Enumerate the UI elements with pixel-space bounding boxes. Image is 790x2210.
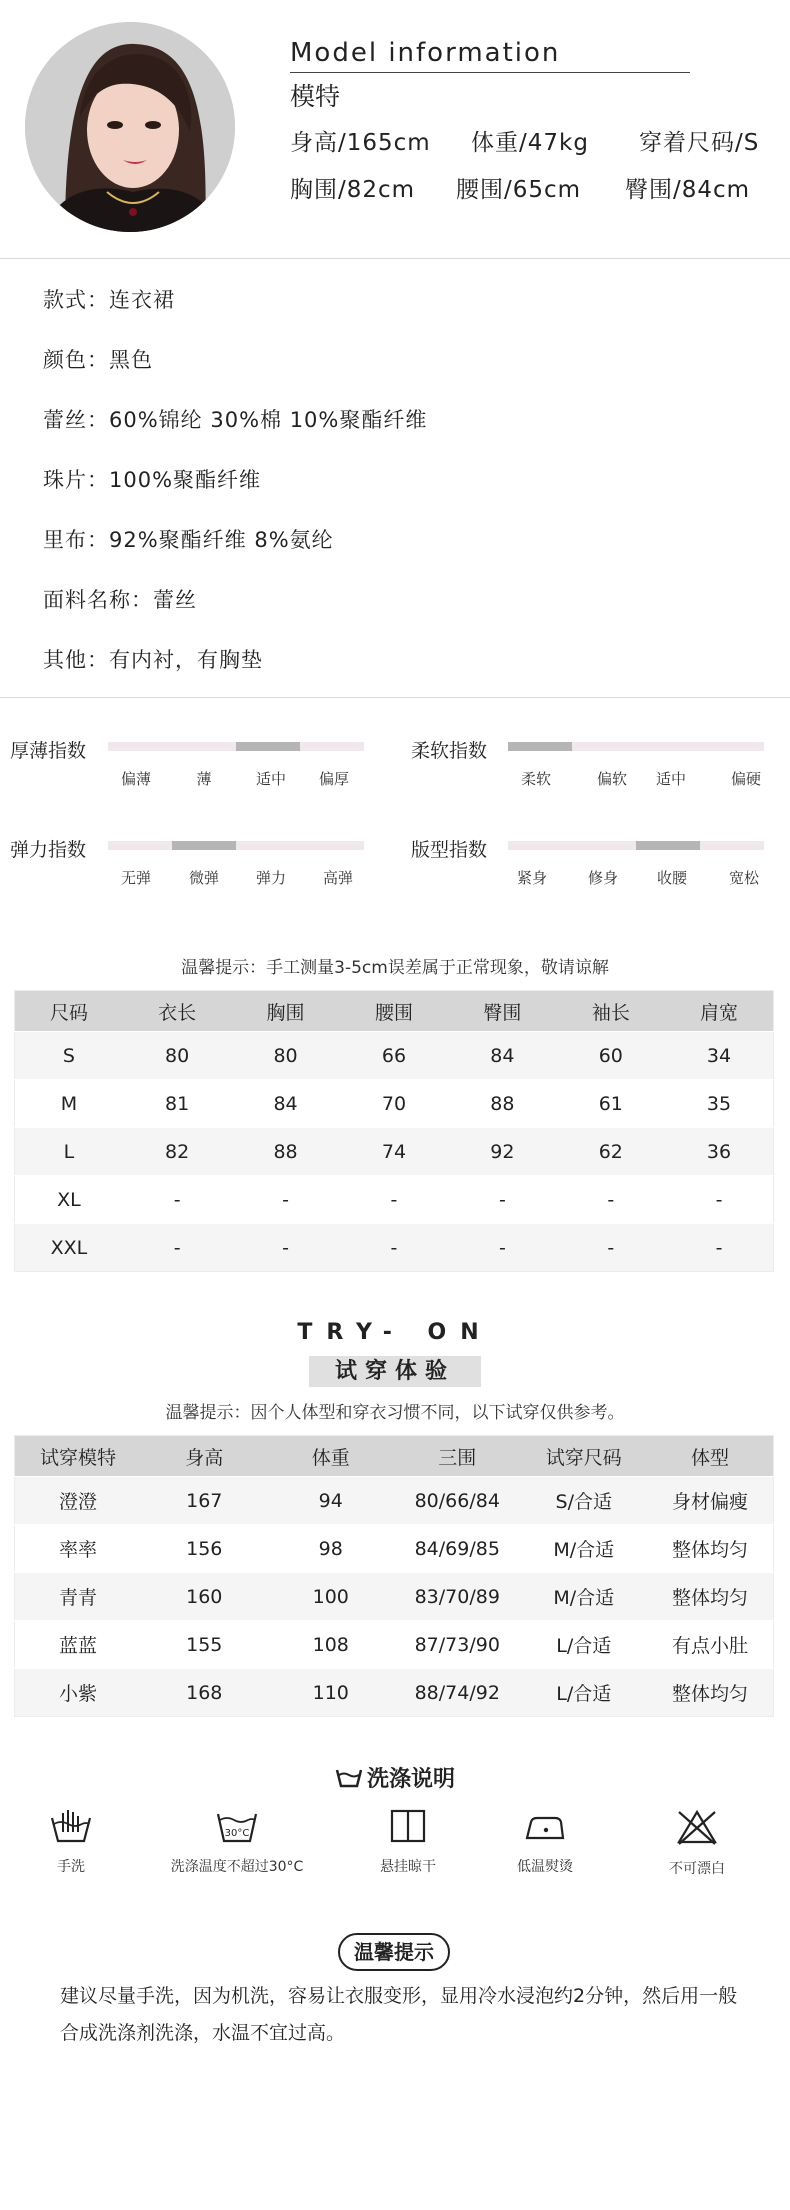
index-label: 微弹 [188,869,219,887]
table-cell: 156 [141,1525,268,1573]
table-row [15,1573,774,1621]
table-cell: 88 [231,1128,339,1176]
table-cell: 98 [268,1525,395,1573]
attr-fabric-name: 面料名称：蕾丝 [43,588,197,612]
table-row [15,1525,774,1573]
index-label: 无弹 [120,869,151,887]
model-title: Model information [290,38,561,68]
table-cell: - [231,1176,339,1224]
index-label: 薄 [196,770,212,788]
table-cell: 34 [665,1032,773,1080]
try-on-body [15,1477,774,1717]
model-height: 身高/165cm [290,130,431,156]
table-cell: - [340,1176,448,1224]
wash-item-hang-dry [333,1808,483,1876]
wash-item-low-iron [470,1808,620,1876]
table-cell: 88 [448,1080,556,1128]
index-track-fit [508,841,764,850]
model-hip: 臀围/84cm [625,177,751,203]
table-cell: 70 [340,1080,448,1128]
table-cell: 108 [268,1621,395,1669]
table-row [15,1669,774,1717]
table-cell: 66 [340,1032,448,1080]
washing-tub-icon [335,1767,363,1789]
model-size-worn: 穿着尺码/S [639,130,760,156]
table-cell: 82 [123,1128,231,1176]
size-chart-header-cell: 腰围 [340,991,448,1032]
size-chart-header-cell: 臀围 [448,991,556,1032]
table-cell: 蓝蓝 [15,1621,142,1669]
washing-title-text: 洗涤说明 [366,1767,455,1792]
model-waist: 腰围/65cm [456,177,582,203]
notice-text: 建议尽量手洗，因为机洗，容易让衣服变形，显用冷水浸泡约2分钟，然后用一般合成洗涤剂洗涤，水温不宜过高。 [60,1985,738,2044]
try-on-header-cell: 试穿尺码 [521,1436,648,1477]
table-cell: - [123,1224,231,1272]
wash-30-icon [215,1808,259,1844]
model-photo-icon [25,22,235,232]
section-divider [0,697,790,698]
notice-title: 温馨提示 [338,1933,450,1971]
table-cell: 36 [665,1128,773,1176]
index-fill-softness [508,742,572,751]
index-track-softness [508,742,764,751]
index-fill-elasticity [172,841,236,850]
try-on-table [14,1435,774,1717]
size-chart-tip: 温馨提示：手工测量3-5cm误差属于正常现象，敬请谅解 [181,958,609,978]
table-cell: 168 [141,1669,268,1717]
wash-label: 洗涤温度不超过30°C [170,1859,304,1875]
attr-other: 其他：有内衬，有胸垫 [43,648,263,672]
washing-title [0,1762,790,1793]
table-cell: 100 [268,1573,395,1621]
table-cell: - [448,1224,556,1272]
low-iron-icon [523,1808,567,1844]
table-row [15,1176,774,1224]
attr-style: 款式：连衣裙 [43,288,175,312]
hand-wash-icon [49,1808,93,1844]
model-info-section [0,0,790,258]
table-cell: 84 [231,1080,339,1128]
size-chart-header-cell: 肩宽 [665,991,773,1032]
wash-label: 低温熨烫 [517,1859,573,1875]
size-chart-header-cell: 袖长 [557,991,665,1032]
no-bleach-icon [675,1808,719,1846]
table-cell: 整体均匀 [647,1573,774,1621]
table-cell: XL [15,1176,123,1224]
index-track-elasticity [108,841,364,850]
index-label: 偏硬 [730,770,761,788]
table-cell: 80 [123,1032,231,1080]
index-label: 柔软 [520,770,551,788]
attr-sequin: 珠片：100%聚酯纤维 [43,468,262,492]
table-row [15,1621,774,1669]
table-cell: 80/66/84 [394,1477,521,1525]
model-subtitle: 模特 [290,82,341,111]
attr-color: 颜色：黑色 [43,348,153,372]
table-cell: 92 [448,1128,556,1176]
table-cell: 83/70/89 [394,1573,521,1621]
table-cell: 身材偏瘦 [647,1477,774,1525]
table-cell: 有点小肚 [647,1621,774,1669]
section-divider [0,258,790,259]
table-row [15,1032,774,1080]
table-row [15,1128,774,1176]
index-title-elasticity: 弹力指数 [10,839,87,861]
wash-label: 悬挂晾干 [380,1859,436,1875]
try-on-title-cn: 试穿体验 [309,1356,481,1387]
table-cell: S/合适 [521,1477,648,1525]
table-cell: 35 [665,1080,773,1128]
index-label: 弹力 [255,869,286,887]
table-cell: 167 [141,1477,268,1525]
table-cell: L/合适 [521,1669,648,1717]
table-cell: 小紫 [15,1669,142,1717]
table-cell: 110 [268,1669,395,1717]
table-cell: 74 [340,1128,448,1176]
index-fill-thickness [236,742,300,751]
table-cell: 青青 [15,1573,142,1621]
index-title-fit: 版型指数 [411,839,488,861]
attr-lace: 蕾丝：60%锦纶 30%棉 10%聚酯纤维 [43,408,428,432]
table-cell: 84/69/85 [394,1525,521,1573]
model-weight: 体重/47kg [471,130,589,156]
table-cell: 94 [268,1477,395,1525]
table-cell: 84 [448,1032,556,1080]
table-cell: - [231,1224,339,1272]
table-cell: 81 [123,1080,231,1128]
table-cell: L [15,1128,123,1176]
table-cell: 62 [557,1128,665,1176]
index-label: 紧身 [516,869,547,887]
index-track-thickness [108,742,364,751]
table-row [15,1477,774,1525]
wash-item-no-bleach [622,1808,772,1878]
size-chart-header-cell: 尺码 [15,991,123,1032]
table-cell: 87/73/90 [394,1621,521,1669]
size-chart-header-cell: 胸围 [231,991,339,1032]
table-cell: 澄澄 [15,1477,142,1525]
wash-label: 不可漂白 [669,1861,725,1877]
size-chart-table [14,990,774,1272]
table-cell: - [665,1224,773,1272]
table-cell: - [123,1176,231,1224]
table-cell: - [665,1176,773,1224]
table-cell: 整体均匀 [647,1669,774,1717]
table-cell: - [448,1176,556,1224]
table-cell: 155 [141,1621,268,1669]
try-on-header-row [15,1436,774,1477]
wash-item-temp [162,1808,312,1876]
table-cell: 60 [557,1032,665,1080]
try-on-header-cell: 体重 [268,1436,395,1477]
index-title-thickness: 厚薄指数 [10,740,87,762]
table-cell: - [557,1176,665,1224]
try-on-header-cell: 三围 [394,1436,521,1477]
size-chart-body [15,1032,774,1272]
table-cell: 88/74/92 [394,1669,521,1717]
model-bust: 胸围/82cm [290,177,416,203]
table-cell: 61 [557,1080,665,1128]
try-on-title-en: TRY- ON [297,1320,493,1345]
index-fill-fit [636,841,700,850]
model-title-underline [290,72,690,73]
index-label: 偏厚 [318,770,349,788]
try-on-header-cell: 体型 [647,1436,774,1477]
size-chart-header-row [15,991,774,1032]
wash-30-text: 30°C [224,1828,250,1839]
table-cell: 160 [141,1573,268,1621]
table-cell: - [340,1224,448,1272]
try-on-header-cell: 身高 [141,1436,268,1477]
index-label: 偏薄 [120,770,151,788]
table-cell: - [557,1224,665,1272]
index-label: 偏软 [596,770,627,788]
wash-item-hand-wash [0,1808,146,1876]
size-chart-header-cell: 衣长 [123,991,231,1032]
table-cell: S [15,1032,123,1080]
table-row [15,1080,774,1128]
index-label: 收腰 [656,869,687,887]
try-on-tip: 温馨提示：因个人体型和穿衣习惯不同，以下试穿仅供参考。 [165,1403,625,1423]
index-label: 宽松 [728,869,759,887]
table-row [15,1224,774,1272]
index-label: 适中 [655,770,686,788]
attr-lining: 里布：92%聚酯纤维 8%氨纶 [43,528,334,552]
index-label: 高弹 [322,869,353,887]
model-avatar [25,22,235,232]
table-cell: XXL [15,1224,123,1272]
table-cell: L/合适 [521,1621,648,1669]
index-label: 修身 [587,869,618,887]
table-cell: 80 [231,1032,339,1080]
hang-dry-icon [389,1808,427,1844]
table-cell: M [15,1080,123,1128]
table-cell: 率率 [15,1525,142,1573]
table-cell: M/合适 [521,1573,648,1621]
table-cell: 整体均匀 [647,1525,774,1573]
table-cell: M/合适 [521,1525,648,1573]
index-title-softness: 柔软指数 [411,740,488,762]
index-label: 适中 [255,770,286,788]
wash-label: 手洗 [57,1859,85,1875]
try-on-header-cell: 试穿模特 [15,1436,142,1477]
